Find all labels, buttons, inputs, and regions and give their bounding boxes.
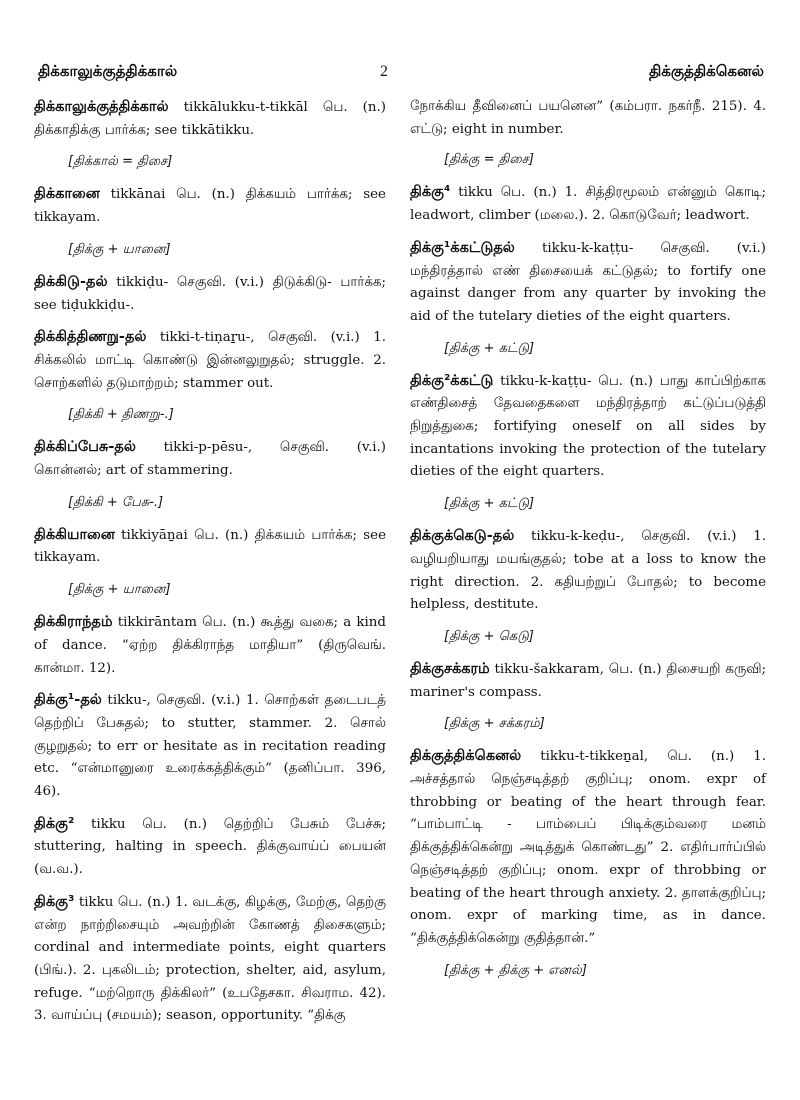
entry-headword: திக்கு²க்கட்டு [410, 372, 494, 389]
entry-etymology: [திக்கு = திசை] [444, 152, 534, 168]
entry-headword: திக்கு³ [34, 893, 75, 910]
dictionary-entry [34, 96, 386, 142]
dictionary-entry [34, 689, 386, 804]
entry-headword: திக்கு¹க்கட்டுதல் [410, 239, 515, 256]
dictionary-entry [410, 658, 766, 704]
page-number: 2 [380, 63, 388, 80]
entry-headword: திக்குசக்கரம் [410, 660, 490, 677]
entry-definition: tikku பெ. (n.) 1. வடக்கு, கிழக்கு, மேற்கு, தெற்கு என்ற நாற்றிசையும் அவற்றின் கோணத் திசைகளும்; cordinal and intermediate points, eight quarters (பிங்.). 2. புகலிடம்; protection, shelter, aid, asylum, refuge. “மற்றொரு திக்கிலர்” (உபதேசகா. சிவராம. 42). 3. வாய்ப்பு (சமயம்); season, opportunity. “திக்கு [34, 894, 386, 1024]
entry-definition: tikku பெ. (n.) 1. சித்திரமூலம் என்னும் கொடி; leadwort, climber (மலை.). 2. கொடுவேர்; leadwort. [410, 185, 766, 224]
entry-definition: tikku-, செகுவி. (v.i.) 1. சொற்கள் தடைபடத் தெற்றிப் பேசுதல்; to stutter, stammer. 2. சொல் குழறுதல்; to err or hesitate as in recitation reading etc. “என்மானுரை உரைக்கத்திக்கும்” (தனிப்பா. 396, 46). [34, 693, 386, 800]
entry-etymology: [திக்கு + திக்கு + எனல்] [444, 962, 587, 978]
entry-etymology: [திக்கு + சக்கரம்] [444, 716, 545, 732]
entry-etymology: [திக்கி + திணறு-.] [68, 407, 174, 423]
entry-definition: tikkālukku-t-tikkāl பெ. (n.) திக்காதிக்கு பார்க்க; see tikkātikku. [34, 100, 386, 138]
dictionary-entry [410, 370, 766, 485]
entry-etymology: [திக்கி + பேசு-.] [68, 494, 164, 510]
left-column [34, 96, 386, 1037]
entry-definition: tikku-t-tikkeṉal, பெ. (n.) 1. அச்சத்தால் நெஞ்சடித்தற் குறிப்பு; onom. expr of throbbing or beating of the heart through fear. “பாம்பாட்டி - பாம்பைப் பிடிக்கும்வரை மனம் திக்குத்திக்கென்று அடித்துக் கொண்டது” 2. எதிர்பார்ப்பில் நெஞ்சடித்தற் குறிப்பு; onom. expr of throbbing or beating of the heart through anxiety. 2. தாளக்குறிப்பு; onom. expr of marking time, as in dance. “திக்குத்திக்கென்று குதித்தான்.” [410, 749, 766, 946]
dictionary-entry [410, 745, 766, 950]
entry-definition: tikkiḍu- செகுவி. (v.i.) திடுக்கிடு- பார்க்க; see tiḍukkiḍu-. [34, 274, 386, 313]
dictionary-entry [34, 183, 386, 229]
entry-headword: திக்கியானை [34, 526, 115, 543]
entry-headword: திக்குத்திக்கெனல் [410, 748, 522, 765]
entry-definition: tikku-k-keḍu-, செகுவி. (v.i.) 1. வழியறியாது மயங்குதல்; tobe at a loss to know the right direction. 2. கதியற்றுப் போதல்; to become helpless, destitute. [410, 529, 766, 613]
entry-definition: tikkānai பெ. (n.) திக்கயம் பார்க்க; see tikkayam. [34, 187, 386, 226]
entry-headword: திக்கிராந்தம் [34, 614, 113, 631]
dictionary-entry [34, 436, 386, 482]
entry-definition: tikki-t-tiṇaṟu-, செகுவி. (v.i.) 1. சிக்கலில் மாட்டி கொண்டு இன்னலுறுதல்; struggle. 2. சொற்களில் தடுமாற்றம்; stammer out. [34, 330, 386, 391]
entry-etymology: [திக்கு + கெடு] [444, 628, 534, 644]
dictionary-entry [34, 271, 386, 317]
entry-definition: tikku-k-kaṭṭu- பெ. (n.) பாது காப்பிற்காக எண்திசைத் தேவதைகளை மந்திரத்தாற் கட்டுப்படுத்தி நிறுத்துகை; fortifying oneself on all sides by incantations invoking the protection of the tutelary dieties of the eight quarters. [410, 373, 766, 480]
entry-headword: திக்கு⁴ [410, 184, 451, 201]
running-header-left: திக்காலுக்குத்திக்கால் [38, 62, 178, 80]
entry-etymology: [திக்கு + யானை] [68, 241, 171, 257]
dictionary-entry [34, 611, 386, 680]
dictionary-entry [410, 181, 766, 227]
running-header-right: திக்குத்திக்கெனல் [648, 62, 764, 80]
entry-definition: tikku-šakkaram, பெ. (n.) திசையறி கருவி; mariner's compass. [410, 661, 766, 700]
entry-headword: திக்கித்திணறு-தல் [34, 329, 147, 346]
entry-headword: திக்கிடு-தல் [34, 273, 108, 290]
entry-continuation: நோக்கிய தீவினைப் பயனென” (கம்பரா. நகர்நீ. 215). 4. எட்டு; eight in number. [410, 99, 766, 137]
entry-headword: திக்கானை [34, 186, 100, 203]
entry-headword: திக்கு² [34, 815, 75, 832]
entry-definition: tikkiyāṉai பெ. (n.) திக்கயம் பார்க்க; see tikkayam. [34, 527, 386, 566]
entry-definition: tikkirāntam பெ. (n.) கூத்து வகை; a kind of dance. “ஏற்ற திக்கிராந்த மாதியா” (திருவெங். கான்மா. 12). [34, 615, 386, 676]
entry-headword: திக்குக்கெடு-தல் [410, 528, 515, 545]
entry-headword: திக்கிப்பேசு-தல் [34, 439, 136, 456]
entry-definition: tikku பெ. (n.) தெற்றிப் பேசும் பேச்சு; stuttering, halting in speech. திக்குவாய்ப் பையன் (வ.வ.). [34, 816, 386, 878]
dictionary-entry [34, 524, 386, 570]
entry-etymology: [திக்கு + கட்டு] [444, 340, 535, 356]
dictionary-entry [34, 813, 386, 882]
entry-definition: tikku-k-kaṭṭu- செகுவி. (v.i.) மந்திரத்தால் எண் திசையைக் கட்டுதல்; to fortify one against danger from any quarter by invoking the aid of the tutelary dieties of the eight quarters. [410, 240, 766, 324]
right-column [410, 96, 766, 992]
entry-headword: திக்காலுக்குத்திக்கால் [34, 99, 169, 115]
entry-etymology: [திக்கு + கட்டு] [444, 496, 535, 512]
dictionary-entry [34, 891, 386, 1028]
dictionary-entry [34, 326, 386, 395]
entry-definition: tikki-p-pēsu-, செகுவி. (v.i.) கொன்னல்; art of stammering. [34, 440, 386, 479]
dictionary-entry [410, 237, 766, 329]
entry-etymology: [திக்கால் = திசை] [68, 154, 173, 170]
dictionary-entry [410, 525, 766, 617]
entry-etymology: [திக்கு + யானை] [68, 582, 171, 598]
entry-headword: திக்கு¹-தல் [34, 692, 102, 709]
